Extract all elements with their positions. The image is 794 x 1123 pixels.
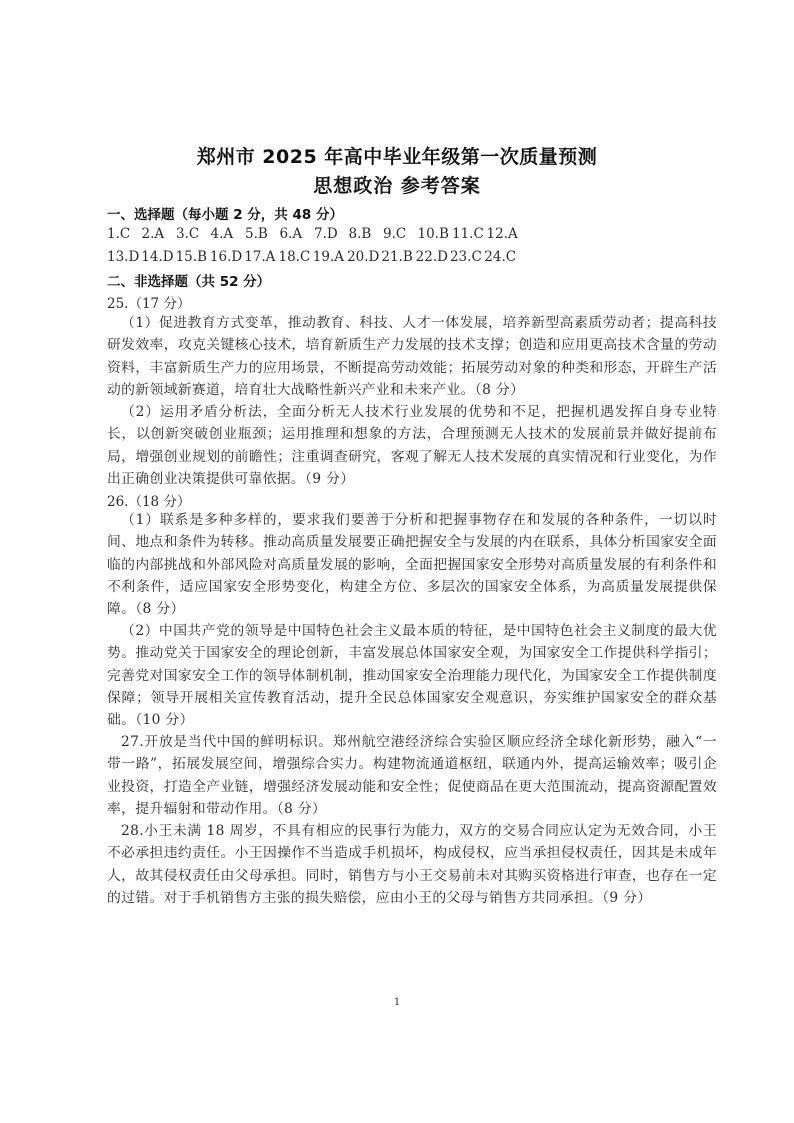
answer-item: 11.C (452, 226, 484, 242)
answer-item: 10.B (417, 226, 449, 242)
question-26-part-1: （1）联系是多种多样的，要求我们要善于分析和把握事物存在和发展的各种条件，一切以时间、地点和条件为转移。推动高质量发展要正确把握安全与发展的内在联系，具体分析国家安全面临的内部挑战和外部风险对高质量发展的影响，全面把握国家安全形势对高质量发展的有利条件和不利条件，适应国家安全形势变化，构建全方位、多层次的国家安全体系，为高质量发展提供保障。（8 分） (107, 512, 717, 618)
answer-item: 21.B (381, 249, 413, 265)
answer-item: 23.C (449, 249, 482, 265)
section-heading-non-choice: 二、非选择题（共 52 分） (107, 274, 271, 290)
answer-row-2 (107, 249, 519, 265)
question-25-label: 25.（17 分） (107, 296, 191, 312)
answer-item: 24.C (484, 249, 517, 265)
question-26-label: 26.（18 分） (107, 494, 191, 510)
page-number: 1 (393, 997, 401, 1008)
answer-item: 19.A (312, 249, 344, 265)
answer-item: 8.B (348, 226, 372, 242)
answer-item: 17.A (244, 249, 276, 265)
answer-item: 4.A (210, 226, 234, 242)
document-subtitle: 思想政治 参考答案 (313, 175, 481, 197)
document-title: 郑州市 2025 年高中毕业年级第一次质量预测 (196, 146, 598, 168)
question-25-part-1: （1）促进教育方式变革，推动教育、科技、人才一体发展，培养新型高素质劳动者；提高科技研发效率，攻克关键核心技术，培育新质生产力发展的技术支撑；创造和应用更高技术含量的劳动资料，丰富新质生产力的应用场景，不断提高劳动效能；拓展劳动对象的种类和形态，开辟生产活动的新领域新赛道，培育壮大战略性新兴产业和未来产业。（8 分） (107, 315, 717, 398)
question-27-answer: 27.开放是当代中国的鲜明标识。郑州航空港经济综合实验区顺应经济全球化新形势，融入“一带一路”，拓展发展空间，增强综合实力。构建物流通道枢纽，联通内外，提高运输效率；吸引企业投资，打造全产业链，增强经济发展动能和安全性；促使商品在更大范围流动，提高资源配置效率，提升辐射和带动作用。（8 分） (107, 734, 717, 817)
section-heading-multiple-choice: 一、选择题（每小题 2 分，共 48 分） (107, 207, 343, 223)
answer-item: 15.B (175, 249, 207, 265)
answer-item: 3.C (176, 226, 200, 242)
answer-item: 20.D (347, 249, 380, 265)
question-28-answer: 28.小王未满 18 周岁，不具有相应的民事行为能力，双方的交易合同应认定为无效合同，小王不必承担违约责任。小王因操作不当造成手机损坏，构成侵权，应当承担侵权责任，因其是未成年人，故其侵权责任由父母承担。同时，销售方与小王交易前未对其购买资格进行审查，也存在一定的过错。对于手机销售方主张的损失赔偿，应由小王的父母与销售方共同承担。（9 分） (107, 823, 717, 906)
answer-item: 16.D (209, 249, 243, 265)
answer-item: 13.D (107, 249, 140, 265)
question-26-part-2: （2）中国共产党的领导是中国特色社会主义最本质的特征，是中国特色社会主义制度的最大优势。推动党关于国家安全的理论创新，丰富发展总体国家安全观，为国家安全工作提供科学指引；完善党对国家安全工作的领导体制机制，推动国家安全治理能力现代化，为国家安全工作提供制度保障；领导开展相关宣传教育活动，提升全民总体国家安全观意识，夯实维护国家安全的群众基础。（10 分） (107, 623, 717, 729)
answer-item: 7.D (314, 226, 338, 242)
answer-item: 14.D (141, 249, 174, 265)
answer-item: 22.D (415, 249, 448, 265)
answer-item: 9.C (383, 226, 407, 242)
answer-row-1 (107, 226, 521, 242)
question-25-part-2: （2）运用矛盾分析法，全面分析无人技术行业发展的优势和不足，把握机遇发挥自身专业特长，以创新突破创业瓶颈；运用推理和想象的方法，合理预测无人技术的发展前景并做好提前布局，增强创业规划的前瞻性；注重调查研究，客观了解无人技术发展的真实情况和行业变化，为作出正确创业决策提供可靠依据。（9 分） (107, 404, 717, 487)
answer-item: 5.B (245, 226, 268, 242)
answer-item: 12.A (486, 226, 518, 242)
answer-item: 1.C (107, 226, 131, 242)
answer-item: 6.A (279, 226, 303, 242)
answer-item: 2.A (141, 226, 165, 242)
answer-item: 18.C (278, 249, 311, 265)
